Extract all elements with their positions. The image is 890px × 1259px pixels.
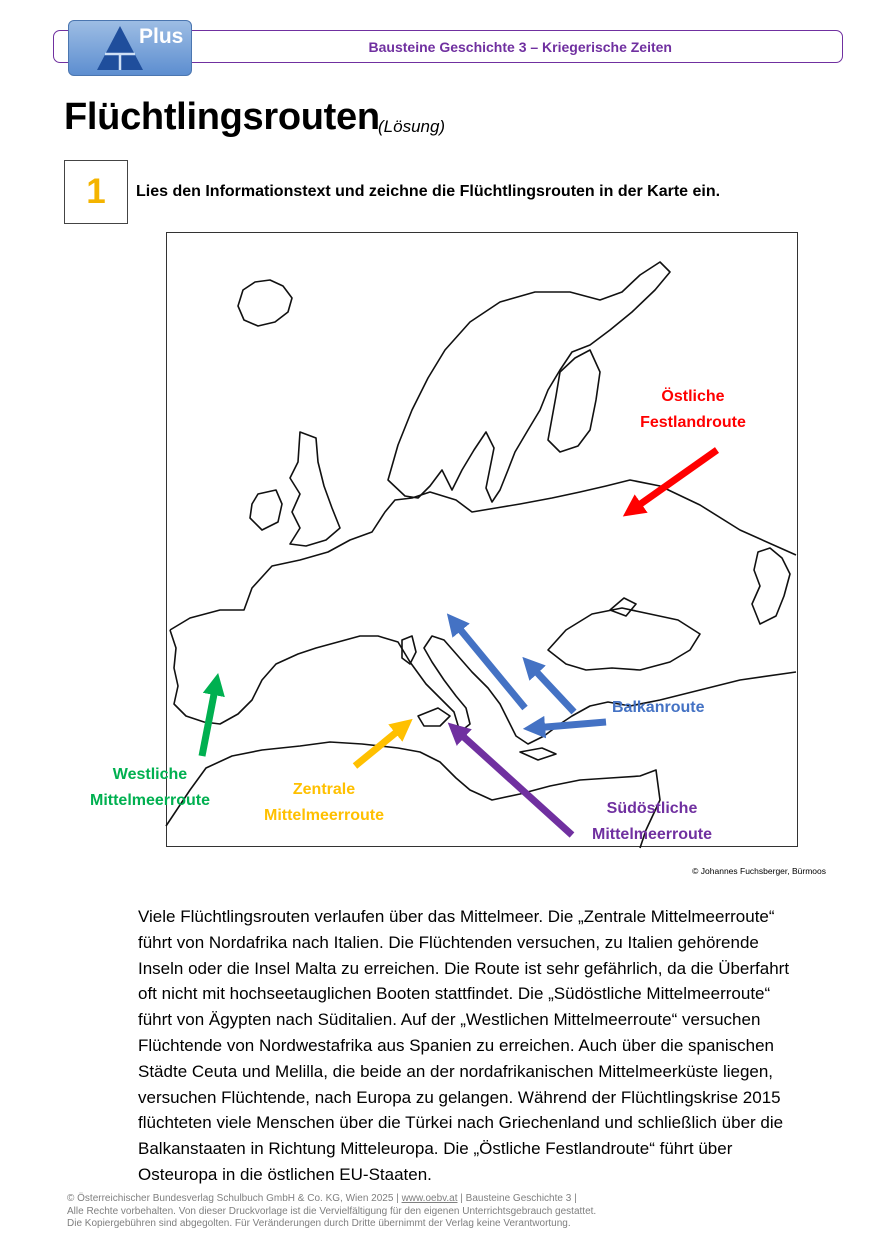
balkan-route-label bbox=[612, 695, 704, 721]
info-text-line: Viele Flüchtlingsrouten verlaufen über das Mittelmeer. Die „Zentrale Mittelmeerroute“ bbox=[138, 907, 775, 926]
page-subtitle: (Lösung) bbox=[378, 117, 446, 136]
black-sea-outline bbox=[548, 608, 700, 670]
info-text-line: Inseln oder die Insel Malta zu erreichen. Die Route ist sehr gefährlich, da die Überfahrt bbox=[138, 958, 790, 978]
info-text-line: Städte Ceuta und Melilla, die beide an der nordafrikanischen Mittelmeerküste liegen, bbox=[138, 1061, 774, 1081]
info-text-line: führt von Nordafrika nach Italien. Die Flüchtenden versuchen, zu Italien gehörende bbox=[138, 932, 759, 952]
central-route-arrow bbox=[355, 726, 404, 766]
footer-line-2: Alle Rechte vorbehalten. Von dieser Druckvorlage ist die Vervielfältigung für den eigenen Unterrichtsgebrauch gestattet. bbox=[67, 1205, 597, 1217]
publisher-link[interactable]: www.oebv.at bbox=[401, 1193, 458, 1204]
britain-outline bbox=[290, 432, 340, 546]
scandinavia-outline bbox=[388, 262, 670, 502]
iceland-outline bbox=[238, 280, 292, 326]
map-credit: © Johannes Fuchsberger, Bürmoos bbox=[692, 866, 826, 876]
info-text bbox=[138, 904, 838, 1188]
west-route-label bbox=[78, 762, 222, 814]
footer-series: | Bausteine Geschichte 3 | bbox=[457, 1193, 577, 1204]
series-title: Bausteine Geschichte 3 – Kriegerische Zeiten bbox=[368, 39, 672, 55]
southeast-route-label bbox=[580, 796, 724, 848]
east-route-label bbox=[636, 384, 750, 436]
mainland-outline bbox=[170, 480, 796, 630]
iberia-outline bbox=[170, 630, 796, 744]
caspian-outline bbox=[752, 548, 790, 624]
east-route-label-line2: Festlandroute bbox=[640, 414, 746, 431]
footer-line-1 bbox=[67, 1193, 596, 1206]
east-route-label-line1: Östliche bbox=[661, 388, 725, 405]
balkan-route-arrow-1 bbox=[454, 622, 525, 708]
info-text-line: Balkanstaaten in Richtung Mitteleuropa. Die „Östliche Festlandroute“ führt über bbox=[138, 1139, 733, 1159]
east-route-arrow bbox=[632, 450, 717, 510]
task-instruction: Lies den Informationstext und zeichne die Flüchtlingsrouten in der Karte ein. bbox=[136, 183, 721, 200]
southeast-route-label-line1: Südöstliche bbox=[606, 800, 698, 817]
info-text-line: führt von Ägypten nach Süditalien. Auf der „Westlichen Mittelmeerroute“ versuchen bbox=[138, 1010, 761, 1030]
info-text-line: versuchen Flüchtende, nach Europa zu gelangen. Während der Flüchtlingskrise 2015 bbox=[138, 1087, 781, 1107]
crete-outline bbox=[520, 748, 556, 760]
central-route-label-line1: Zentrale bbox=[292, 781, 356, 798]
info-text-line: oft nicht mit hochseetauglichen Booten stattfindet. Die „Südöstliche Mittelmeerroute“ bbox=[138, 984, 771, 1004]
balkan-route-label-line1: Balkanroute bbox=[612, 699, 705, 716]
southeast-route-label-line2: Mittelmeerroute bbox=[591, 826, 713, 843]
ireland-outline bbox=[250, 490, 282, 530]
logo-text: Plus bbox=[139, 25, 184, 48]
west-route-label-line2: Mittelmeerroute bbox=[89, 792, 211, 809]
west-route-label-line1: Westliche bbox=[112, 766, 188, 783]
page-title: Flüchtlingsrouten bbox=[64, 96, 380, 138]
footer bbox=[67, 1193, 596, 1231]
west-route-arrow bbox=[202, 684, 216, 756]
balkan-route-arrow-3 bbox=[534, 722, 606, 728]
sicily-outline bbox=[418, 708, 450, 726]
task-number: 1 bbox=[86, 172, 106, 211]
southeast-route-arrow bbox=[456, 730, 572, 835]
info-text-line: flüchteten viele Menschen über die Türkei nach Griechenland und schließlich über die bbox=[138, 1113, 784, 1133]
footer-copyright: © Österreichischer Bundesverlag Schulbuch GmbH & Co. KG, Wien 2025 | bbox=[67, 1193, 402, 1204]
info-text-line: Flüchtende von Nordwestafrika aus Spanien zu erreichen. Auch über die spanischen bbox=[138, 1035, 774, 1055]
crimea-outline bbox=[610, 598, 636, 616]
central-route-label-line2: Mittelmeerroute bbox=[263, 807, 385, 824]
footer-line-3: Die Kopiergebühren sind abgegolten. Für Veränderungen durch Dritte übernimmt der Verlag keine Verantwortung. bbox=[67, 1218, 571, 1229]
central-route-label bbox=[252, 777, 396, 829]
balkan-route-arrow-2 bbox=[530, 665, 574, 712]
finland-outline bbox=[548, 350, 600, 452]
info-text-line: Osteuropa in die östlichen EU-Staaten. bbox=[138, 1164, 432, 1184]
